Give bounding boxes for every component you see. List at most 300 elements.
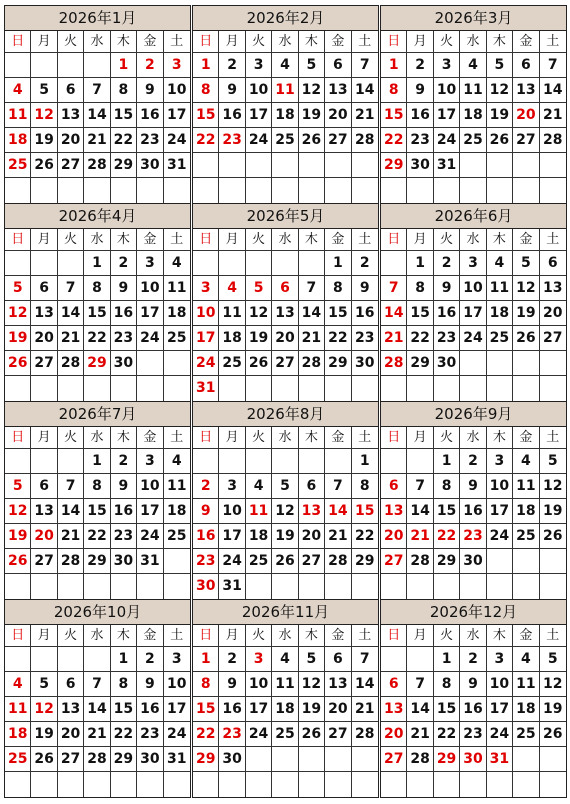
day-cell: 20 [299,524,325,549]
day-cell: 4 [487,251,513,276]
empty-cell [434,772,460,797]
weekday-header: 火 [246,427,272,449]
empty-cell [193,772,219,797]
empty-cell [164,574,190,599]
weekday-header: 月 [219,625,245,647]
day-cell: 16 [219,697,245,722]
day-cell: 26 [513,326,539,351]
weekday-header: 土 [540,31,566,53]
day-cell: 25 [5,153,31,178]
weekday-header: 木 [111,427,137,449]
day-cell: 14 [352,672,378,697]
day-cell: 2 [434,251,460,276]
day-cell: 3 [164,53,190,78]
weekday-header: 月 [31,427,57,449]
day-cell: 30 [460,549,486,574]
day-cell: 7 [84,672,110,697]
day-cell: 20 [325,697,351,722]
month-block [380,5,567,204]
day-cell: 18 [164,301,190,326]
day-cell: 10 [164,672,190,697]
day-cell: 14 [381,301,407,326]
day-cell: 9 [460,672,486,697]
empty-cell [31,53,57,78]
day-cell: 5 [31,672,57,697]
day-cell: 14 [407,499,433,524]
weekday-header: 土 [352,229,378,251]
empty-cell [460,772,486,797]
day-cell: 29 [434,747,460,772]
weekday-header: 火 [434,625,460,647]
empty-cell [325,376,351,401]
weekday-header: 火 [246,31,272,53]
empty-cell [381,178,407,203]
day-cell: 9 [111,276,137,301]
weekday-header: 金 [513,229,539,251]
empty-cell [407,574,433,599]
day-cell: 11 [164,276,190,301]
day-cell: 11 [5,103,31,128]
day-cell: 30 [111,351,137,376]
day-cell: 15 [84,301,110,326]
empty-cell [352,178,378,203]
empty-cell [219,449,245,474]
empty-cell [193,178,219,203]
day-cell: 15 [434,697,460,722]
day-cell: 4 [219,276,245,301]
empty-cell [487,376,513,401]
day-cell: 17 [487,697,513,722]
month-grid [381,427,566,599]
day-cell: 6 [381,672,407,697]
day-cell: 9 [407,78,433,103]
empty-cell [84,647,110,672]
month-title: 2026年1月 [5,6,190,31]
day-cell: 28 [84,153,110,178]
day-cell: 11 [513,474,539,499]
day-cell: 21 [84,722,110,747]
empty-cell [325,574,351,599]
day-cell: 18 [164,499,190,524]
day-cell: 27 [325,722,351,747]
weekday-header: 日 [193,427,219,449]
empty-cell [299,153,325,178]
day-cell: 8 [193,78,219,103]
day-cell: 14 [58,301,84,326]
day-cell: 9 [434,276,460,301]
day-cell: 27 [31,549,57,574]
day-cell: 2 [137,647,163,672]
empty-cell [487,153,513,178]
weekday-header: 日 [5,229,31,251]
month-grid [193,625,378,797]
day-cell: 7 [84,78,110,103]
day-cell: 20 [325,103,351,128]
day-cell: 8 [111,672,137,697]
empty-cell [58,574,84,599]
weekday-header: 水 [84,31,110,53]
weekday-header: 木 [299,427,325,449]
empty-cell [352,376,378,401]
day-cell: 21 [407,722,433,747]
weekday-header: 日 [193,31,219,53]
day-cell: 3 [246,647,272,672]
day-cell: 16 [460,697,486,722]
empty-cell [352,153,378,178]
weekday-header: 日 [381,427,407,449]
day-cell: 3 [137,251,163,276]
day-cell: 13 [381,499,407,524]
day-cell: 5 [540,449,566,474]
month-title: 2026年2月 [193,6,378,31]
day-cell: 26 [299,128,325,153]
empty-cell [137,376,163,401]
month-grid [5,625,190,797]
day-cell: 24 [137,524,163,549]
month-grid [193,31,378,203]
empty-cell [381,251,407,276]
empty-cell [513,772,539,797]
day-cell: 11 [272,78,298,103]
empty-cell [272,772,298,797]
month-title: 2026年7月 [5,402,190,427]
day-cell: 26 [540,722,566,747]
empty-cell [31,574,57,599]
day-cell: 29 [381,153,407,178]
month-grid [381,625,566,797]
day-cell: 16 [137,697,163,722]
weekday-header: 水 [84,427,110,449]
empty-cell [164,178,190,203]
day-cell: 25 [487,326,513,351]
day-cell: 13 [540,276,566,301]
empty-cell [513,574,539,599]
weekday-header: 月 [219,427,245,449]
weekday-header: 土 [352,427,378,449]
empty-cell [434,376,460,401]
empty-cell [58,178,84,203]
empty-cell [513,351,539,376]
empty-cell [272,178,298,203]
empty-cell [540,549,566,574]
month-title: 2026年4月 [5,204,190,229]
empty-cell [513,376,539,401]
day-cell: 26 [5,549,31,574]
day-cell: 2 [460,647,486,672]
day-cell: 31 [219,574,245,599]
weekday-header: 金 [137,625,163,647]
day-cell: 30 [193,574,219,599]
day-cell: 28 [58,549,84,574]
weekday-header: 木 [299,31,325,53]
empty-cell [193,251,219,276]
weekday-header: 火 [58,625,84,647]
day-cell: 22 [434,524,460,549]
empty-cell [352,574,378,599]
empty-cell [84,178,110,203]
month-block [192,401,379,600]
empty-cell [407,647,433,672]
day-cell: 24 [460,326,486,351]
day-cell: 26 [272,549,298,574]
day-cell: 15 [325,301,351,326]
day-cell: 6 [381,474,407,499]
empty-cell [513,178,539,203]
empty-cell [540,772,566,797]
day-cell: 13 [381,697,407,722]
day-cell: 14 [407,697,433,722]
day-cell: 22 [381,128,407,153]
day-cell: 5 [31,78,57,103]
empty-cell [407,772,433,797]
day-cell: 20 [381,722,407,747]
day-cell: 6 [58,78,84,103]
empty-cell [460,574,486,599]
weekday-header: 月 [407,427,433,449]
day-cell: 6 [513,53,539,78]
empty-cell [137,178,163,203]
day-cell: 9 [219,672,245,697]
weekday-header: 金 [137,427,163,449]
weekday-header: 日 [5,31,31,53]
day-cell: 22 [193,722,219,747]
empty-cell [5,178,31,203]
day-cell: 14 [84,697,110,722]
day-cell: 17 [137,301,163,326]
day-cell: 4 [513,449,539,474]
day-cell: 20 [272,326,298,351]
weekday-header: 土 [540,229,566,251]
empty-cell [325,153,351,178]
weekday-header: 土 [352,31,378,53]
day-cell: 7 [352,647,378,672]
empty-cell [246,153,272,178]
day-cell: 16 [352,301,378,326]
empty-cell [352,772,378,797]
empty-cell [246,449,272,474]
day-cell: 18 [272,103,298,128]
empty-cell [540,178,566,203]
empty-cell [31,449,57,474]
day-cell: 24 [193,351,219,376]
day-cell: 28 [407,747,433,772]
day-cell: 3 [137,449,163,474]
empty-cell [460,351,486,376]
day-cell: 10 [487,474,513,499]
day-cell: 25 [164,326,190,351]
day-cell: 8 [84,276,110,301]
day-cell: 1 [193,53,219,78]
empty-cell [434,178,460,203]
day-cell: 25 [272,128,298,153]
day-cell: 13 [31,301,57,326]
month-block [4,203,191,402]
empty-cell [164,549,190,574]
day-cell: 7 [58,474,84,499]
empty-cell [407,449,433,474]
day-cell: 17 [246,103,272,128]
day-cell: 24 [246,722,272,747]
day-cell: 10 [460,276,486,301]
empty-cell [407,178,433,203]
empty-cell [219,772,245,797]
weekday-header: 水 [84,229,110,251]
day-cell: 4 [5,78,31,103]
month-block [192,5,379,204]
weekday-header: 月 [407,625,433,647]
day-cell: 21 [352,103,378,128]
day-cell: 3 [460,251,486,276]
day-cell: 25 [5,747,31,772]
day-cell: 14 [352,78,378,103]
empty-cell [272,449,298,474]
empty-cell [164,772,190,797]
day-cell: 3 [193,276,219,301]
day-cell: 13 [325,78,351,103]
weekday-header: 金 [325,625,351,647]
day-cell: 19 [5,326,31,351]
month-grid [381,229,566,401]
empty-cell [299,747,325,772]
day-cell: 19 [299,103,325,128]
day-cell: 23 [137,722,163,747]
weekday-header: 金 [513,625,539,647]
day-cell: 19 [513,301,539,326]
day-cell: 30 [111,549,137,574]
month-block [380,203,567,402]
empty-cell [487,574,513,599]
day-cell: 7 [540,53,566,78]
day-cell: 17 [246,697,272,722]
day-cell: 12 [5,499,31,524]
empty-cell [219,251,245,276]
day-cell: 28 [325,549,351,574]
weekday-header: 木 [487,31,513,53]
day-cell: 17 [460,301,486,326]
day-cell: 14 [540,78,566,103]
day-cell: 11 [246,499,272,524]
month-block [192,203,379,402]
day-cell: 28 [407,549,433,574]
day-cell: 16 [407,103,433,128]
day-cell: 29 [84,351,110,376]
day-cell: 13 [513,78,539,103]
day-cell: 27 [540,326,566,351]
empty-cell [84,376,110,401]
month-block [4,599,191,798]
day-cell: 2 [111,449,137,474]
day-cell: 29 [434,549,460,574]
day-cell: 30 [460,747,486,772]
empty-cell [58,251,84,276]
day-cell: 26 [31,747,57,772]
day-cell: 30 [434,351,460,376]
empty-cell [246,772,272,797]
day-cell: 21 [407,524,433,549]
empty-cell [193,153,219,178]
day-cell: 22 [111,722,137,747]
weekday-header: 水 [272,31,298,53]
day-cell: 3 [487,449,513,474]
day-cell: 15 [193,697,219,722]
empty-cell [540,376,566,401]
day-cell: 24 [219,549,245,574]
day-cell: 30 [137,747,163,772]
day-cell: 23 [352,326,378,351]
day-cell: 19 [487,103,513,128]
day-cell: 13 [272,301,298,326]
month-title: 2026年10月 [5,600,190,625]
day-cell: 6 [31,474,57,499]
empty-cell [164,351,190,376]
day-cell: 26 [5,351,31,376]
empty-cell [137,574,163,599]
empty-cell [272,376,298,401]
day-cell: 7 [407,672,433,697]
day-cell: 17 [193,326,219,351]
day-cell: 18 [460,103,486,128]
empty-cell [31,376,57,401]
day-cell: 28 [58,351,84,376]
day-cell: 6 [58,672,84,697]
weekday-header: 日 [5,625,31,647]
day-cell: 21 [352,697,378,722]
empty-cell [272,747,298,772]
empty-cell [137,772,163,797]
day-cell: 31 [137,549,163,574]
empty-cell [5,376,31,401]
weekday-header: 水 [460,427,486,449]
day-cell: 8 [84,474,110,499]
empty-cell [246,574,272,599]
month-block [4,401,191,600]
weekday-header: 木 [111,31,137,53]
empty-cell [5,574,31,599]
day-cell: 15 [407,301,433,326]
day-cell: 12 [31,103,57,128]
day-cell: 29 [111,747,137,772]
empty-cell [460,376,486,401]
empty-cell [325,178,351,203]
day-cell: 25 [272,722,298,747]
empty-cell [540,574,566,599]
day-cell: 25 [513,524,539,549]
month-title: 2026年12月 [381,600,566,625]
empty-cell [540,747,566,772]
day-cell: 24 [487,722,513,747]
month-grid [5,229,190,401]
empty-cell [58,376,84,401]
day-cell: 5 [299,53,325,78]
empty-cell [111,178,137,203]
day-cell: 2 [352,251,378,276]
day-cell: 21 [58,326,84,351]
empty-cell [31,251,57,276]
day-cell: 10 [219,499,245,524]
empty-cell [246,376,272,401]
day-cell: 23 [219,722,245,747]
day-cell: 12 [540,672,566,697]
day-cell: 29 [111,153,137,178]
empty-cell [381,574,407,599]
day-cell: 3 [434,53,460,78]
day-cell: 4 [5,672,31,697]
day-cell: 28 [84,747,110,772]
day-cell: 17 [487,499,513,524]
day-cell: 29 [352,549,378,574]
empty-cell [58,53,84,78]
month-block [4,5,191,204]
